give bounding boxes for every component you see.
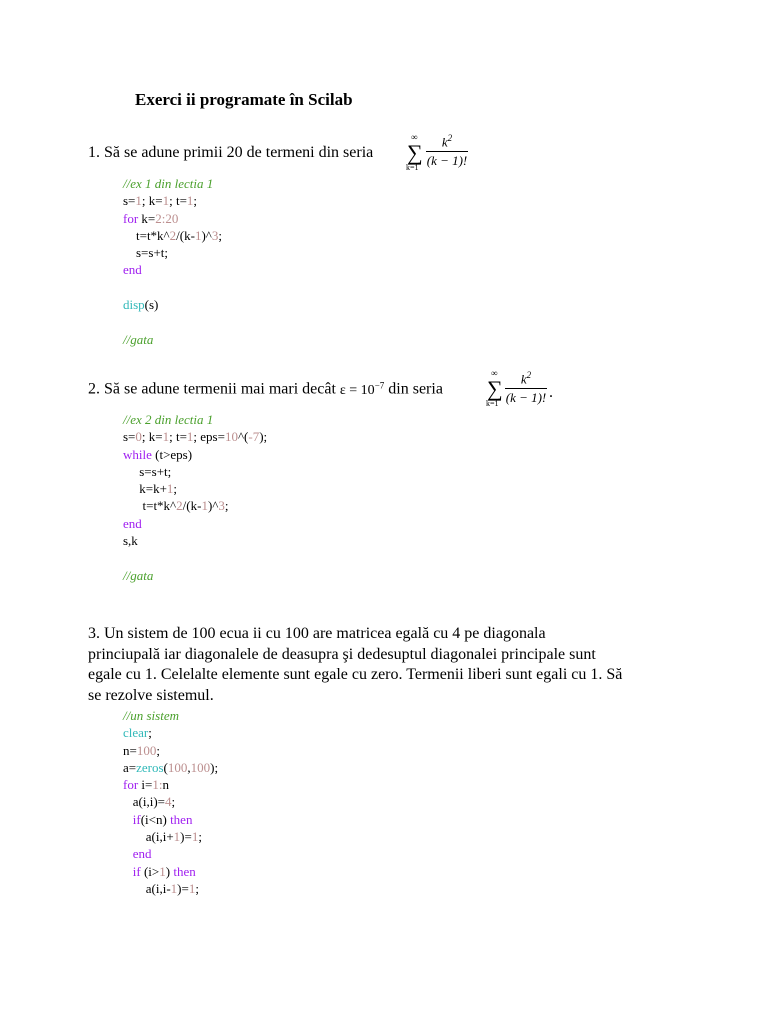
exercise-3-statement — [88, 624, 688, 706]
code-token: 1: — [152, 777, 163, 793]
exercise-1-code — [123, 175, 222, 348]
code-token: ; k= — [141, 429, 163, 445]
code-token: s,k — [123, 533, 138, 549]
code-token: t=t*k^ — [123, 498, 177, 514]
code-token: end — [123, 515, 142, 531]
code-token: 1 — [188, 880, 196, 896]
code-token: n= — [123, 742, 137, 758]
code-line — [123, 411, 267, 428]
code-token: zeros — [136, 759, 164, 775]
code-line — [123, 724, 218, 741]
page-title: Exerci ii programate în Scilab — [135, 90, 353, 109]
code-token: 2:20 — [155, 210, 179, 226]
code-token: )^ — [207, 498, 219, 514]
code-token: s=s+t; — [123, 463, 172, 479]
code-token: 10 — [224, 429, 238, 445]
code-token: a(i,i)= — [123, 794, 165, 810]
code-line — [123, 759, 218, 776]
code-token: 4 — [164, 794, 172, 810]
code-token: then — [170, 811, 193, 827]
code-token: ; — [195, 880, 199, 896]
code-token: 0 — [135, 429, 142, 445]
code-line — [123, 793, 218, 810]
ex2-sum-symbol: ∑ ∞ k=1 — [486, 368, 503, 408]
ex1-fraction: $k^2$ (k − 1)! — [426, 133, 468, 169]
code-token: s= — [123, 193, 136, 209]
code-token: //gata — [123, 331, 154, 347]
code-token: s= — [123, 429, 136, 445]
code-token: clear — [123, 725, 149, 741]
code-line — [123, 463, 267, 480]
code-token: )^ — [201, 227, 212, 243]
exercise-2-code — [123, 411, 267, 584]
code-token: then — [173, 863, 196, 879]
ex3-line: 3. Un sistem de 100 ecua ii cu 100 are matricea egală cu 4 pe diagonala — [88, 625, 546, 642]
code-token: 1 — [173, 829, 181, 845]
code-token: k= — [141, 210, 156, 226]
code-token: ); — [259, 429, 268, 445]
code-line — [123, 811, 218, 828]
code-token: while — [123, 446, 156, 462]
code-line — [123, 828, 218, 845]
code-token: 100 — [190, 759, 211, 775]
code-token: //un sistem — [123, 708, 179, 723]
ex1-sum-symbol: ∑ ∞ k=1 — [406, 132, 423, 172]
code-line — [123, 880, 218, 897]
code-token: 1 — [162, 193, 170, 209]
code-token: ; t= — [169, 193, 187, 209]
code-line — [123, 480, 267, 497]
code-token: 1 — [159, 863, 166, 879]
code-line — [123, 863, 218, 880]
code-token: a(i,i+ — [123, 829, 174, 845]
code-token: ) — [165, 863, 174, 879]
ex3-line: se rezolve sistemul. — [88, 686, 214, 704]
code-line — [123, 279, 222, 296]
code-token: i= — [141, 777, 153, 793]
code-token: (i> — [143, 863, 160, 879]
code-line — [123, 313, 222, 330]
code-line — [123, 331, 222, 348]
code-token: ; t= — [169, 429, 187, 445]
code-token: )= — [180, 829, 192, 845]
code-line — [123, 707, 218, 724]
code-token: 100 — [167, 759, 188, 775]
code-token: ; — [224, 498, 229, 514]
code-token: for — [123, 777, 142, 793]
code-line — [123, 567, 267, 584]
code-token: s=s+t; — [123, 245, 169, 261]
exercise-1-statement: 1. Să se adune primii 20 de termeni din seria — [88, 144, 374, 161]
code-line — [123, 227, 222, 244]
code-token: k=k+ — [123, 481, 167, 497]
code-token: disp — [123, 297, 145, 313]
code-token: ; — [218, 227, 222, 243]
code-token: /(k- — [176, 227, 195, 243]
code-token: (t>eps) — [155, 446, 193, 462]
code-token: //ex 1 din lectia 1 — [123, 176, 214, 191]
code-line — [123, 497, 267, 514]
code-token: for — [123, 210, 142, 226]
code-line — [123, 742, 218, 759]
code-token: n — [162, 777, 169, 793]
code-token: 100 — [136, 742, 157, 758]
code-token: a(i,i- — [123, 880, 171, 896]
code-token: 3 — [211, 227, 219, 243]
code-line — [123, 532, 267, 549]
code-line — [123, 192, 222, 209]
code-token: end — [123, 262, 142, 278]
code-token: 3 — [218, 498, 225, 514]
epsilon-expression: $\varepsilon = 10^{-7}$ — [339, 380, 385, 398]
ex3-line: egale cu 1. Celelalte elemente sunt egale cu zero. Termenii liberi sunt egali cu 1. Să — [88, 666, 623, 683]
code-token: //ex 2 din lectia 1 — [123, 412, 214, 427]
code-token: 1 — [191, 829, 199, 845]
code-token: ( — [163, 759, 168, 775]
code-line — [123, 175, 222, 192]
code-token: if — [123, 811, 141, 827]
code-token: ; — [173, 481, 178, 497]
code-token: if — [123, 863, 144, 879]
code-token: 1 — [194, 227, 202, 243]
code-token: 1 — [135, 193, 142, 209]
code-token: ; — [148, 725, 152, 741]
code-token: ; — [156, 742, 160, 758]
code-token: ; eps= — [193, 429, 225, 445]
code-token: 1 — [201, 498, 208, 514]
code-token: )= — [177, 880, 189, 896]
ex3-line: princiupală iar diagonalele de deasupra şi dedesuptul diagonalei principale sunt — [88, 645, 596, 663]
code-line — [123, 776, 218, 793]
code-line — [123, 549, 267, 566]
code-token: ; — [193, 193, 198, 209]
code-line — [123, 210, 222, 227]
code-token: (i<n) — [140, 811, 171, 827]
code-token: 1 — [166, 481, 174, 497]
code-line — [123, 296, 222, 313]
exercise-3-code — [123, 707, 218, 897]
code-token: 1 — [186, 193, 194, 209]
code-token: , — [187, 759, 191, 775]
code-token: 2 — [169, 227, 177, 243]
code-token: end — [123, 846, 152, 862]
code-line — [123, 845, 218, 862]
code-token: /(k- — [182, 498, 202, 514]
code-token: a= — [123, 759, 137, 775]
code-line — [123, 244, 222, 261]
code-token: 1 — [186, 429, 194, 445]
code-token: 2 — [176, 498, 183, 514]
code-token: //gata — [123, 567, 154, 583]
code-token: t=t*k^ — [123, 227, 170, 243]
exercise-2-statement: 2. Să se adune termenii mai mari decât $\varepsilon = 10^{-7}$ din seria — [88, 380, 443, 398]
code-token: ; k= — [141, 193, 163, 209]
ex2-fraction: $k^2$ (k − 1)! — [505, 370, 547, 406]
ex2-trailing-dot: . — [549, 384, 553, 401]
code-line — [123, 261, 222, 278]
code-token: 1 — [170, 880, 178, 896]
code-token: ; — [198, 829, 202, 845]
code-token: 1 — [162, 429, 170, 445]
code-line — [123, 515, 267, 532]
code-token: ^( — [237, 429, 249, 445]
code-token: -7 — [248, 429, 260, 445]
code-token: ; — [171, 794, 176, 810]
code-token: ); — [210, 759, 219, 775]
code-line — [123, 428, 267, 445]
code-token: (s) — [144, 297, 159, 313]
code-line — [123, 446, 267, 463]
